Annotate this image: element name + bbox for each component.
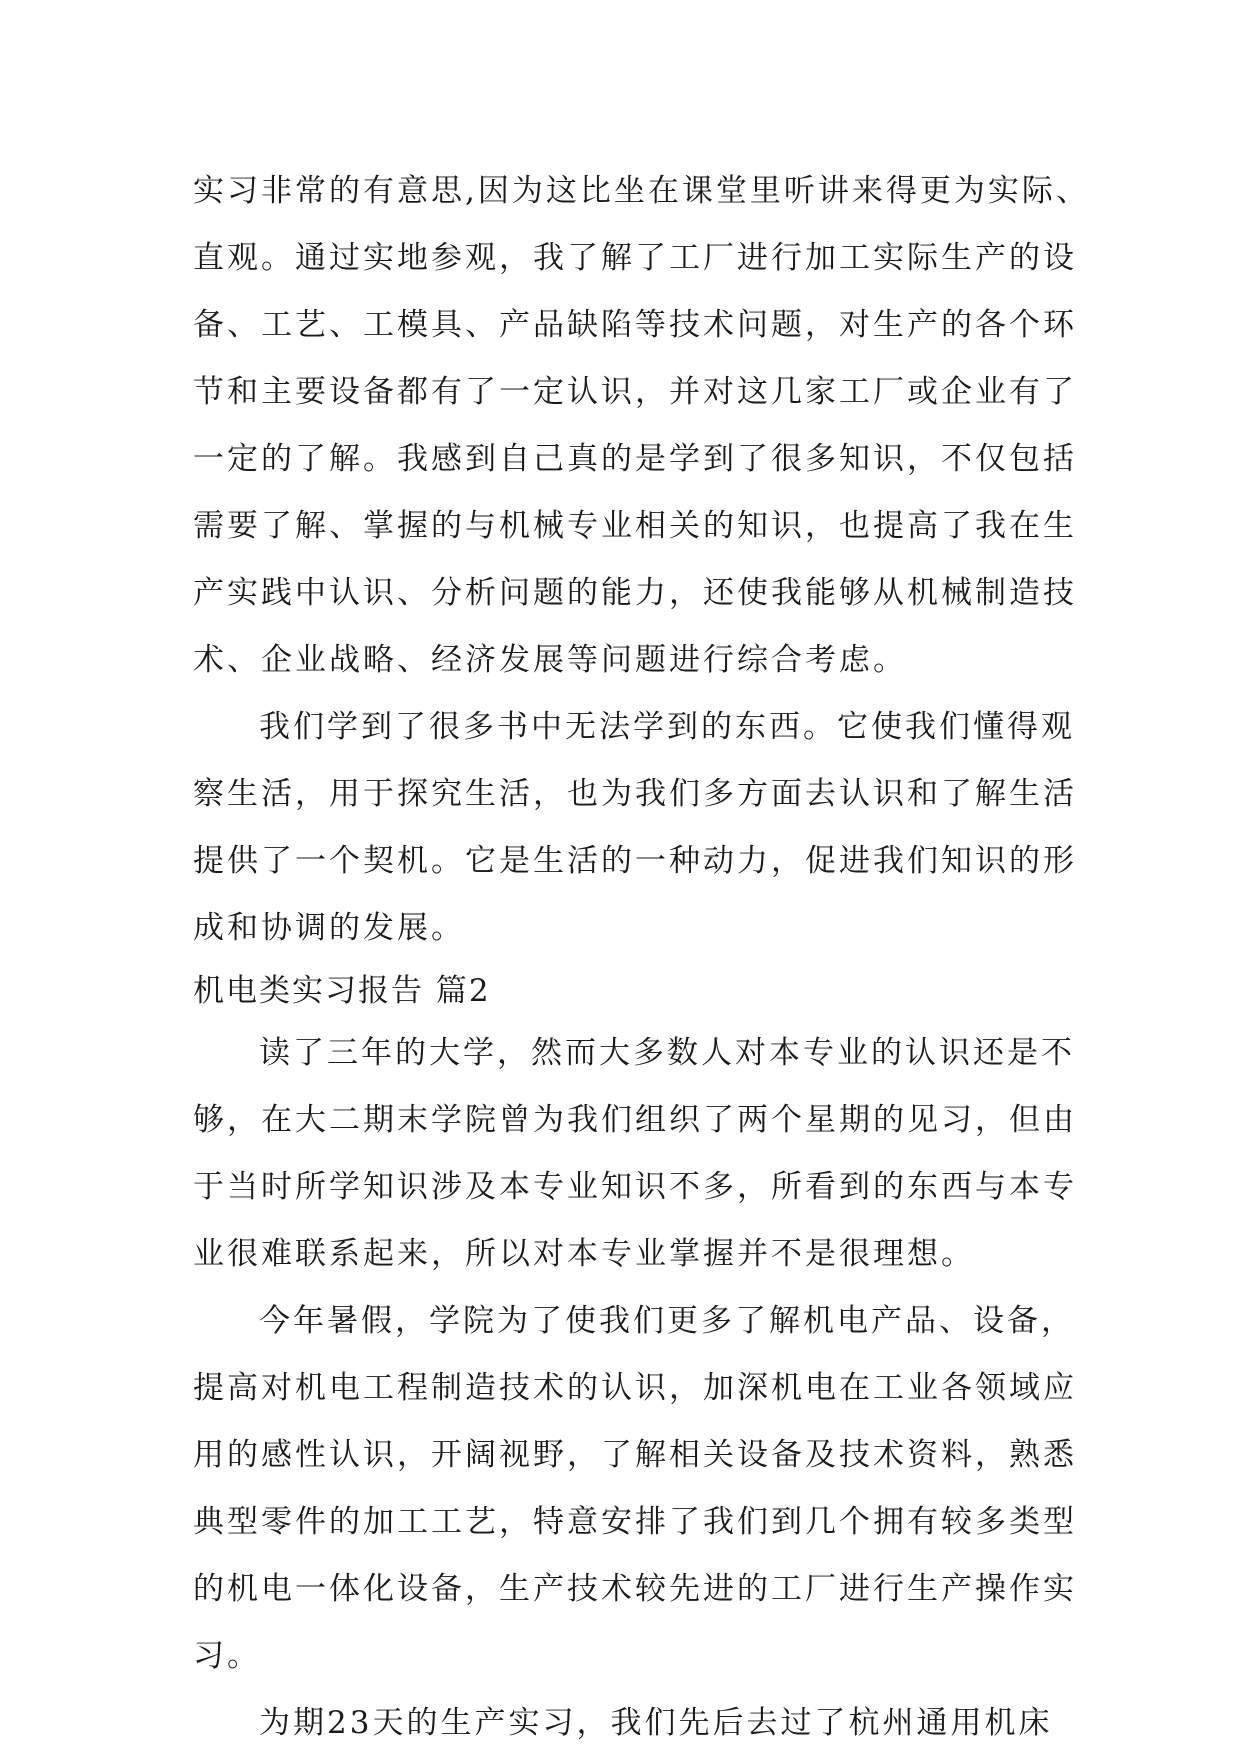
document-body xyxy=(193,158,1093,1757)
text-line: 用的感性认识，开阔视野，了解相关设备及技术资料，熟悉 xyxy=(193,1437,1077,1473)
text-line: 于当时所学知识涉及本专业知识不多，所看到的东西与本专 xyxy=(193,1169,1077,1205)
paragraph xyxy=(193,158,1093,694)
text-line: 成和协调的发展。 xyxy=(193,910,465,946)
text-line: 节和主要设备都有了一定认识，并对这几家工厂或企业有了 xyxy=(193,374,1077,410)
text-line: 术、企业战略、经济发展等问题进行综合考虑。 xyxy=(193,642,907,678)
paragraph xyxy=(193,1020,1093,1288)
text-line: 提高对机电工程制造技术的认识，加深机电在工业各领域应 xyxy=(193,1370,1077,1406)
text-line: 今年暑假，学院为了使我们更多了解机电产品、设备， xyxy=(259,1303,1075,1339)
paragraph xyxy=(193,1690,1093,1757)
text-line: 典型零件的加工工艺，特意安排了我们到几个拥有较多类型 xyxy=(193,1504,1077,1540)
text-line: 备、工艺、工模具、产品缺陷等技术问题，对生产的各个环 xyxy=(193,307,1077,343)
text-line: 直观。通过实地参观，我了解了工厂进行加工实际生产的设 xyxy=(193,240,1077,276)
text-line: 一定的了解。我感到自己真的是学到了很多知识，不仅包括 xyxy=(193,441,1077,477)
text-line: 实习非常的有意思,因为这比坐在课堂里听讲来得更为实际、 xyxy=(193,173,1090,209)
text-line: 读了三年的大学，然而大多数人对本专业的认识还是不 xyxy=(259,1035,1075,1071)
section-heading: 机电类实习报告 篇2 xyxy=(193,973,491,1009)
paragraph xyxy=(193,1288,1093,1690)
text-line: 的机电一体化设备，生产技术较先进的工厂进行生产操作实 xyxy=(193,1571,1077,1607)
paragraph xyxy=(193,694,1093,962)
text-line: 业很难联系起来，所以对本专业掌握并不是很理想。 xyxy=(193,1236,975,1272)
text-line: 为期23天的生产实习，我们先后去过了杭州通用机床 xyxy=(259,1705,1053,1741)
text-line: 提供了一个契机。它是生活的一种动力，促进我们知识的形 xyxy=(193,843,1077,879)
text-line: 察生活，用于探究生活，也为我们多方面去认识和了解生活 xyxy=(193,776,1077,812)
text-line: 够，在大二期末学院曾为我们组织了两个星期的见习，但由 xyxy=(193,1102,1077,1138)
text-line: 需要了解、掌握的与机械专业相关的知识，也提高了我在生 xyxy=(193,508,1077,544)
text-line: 习。 xyxy=(193,1638,261,1674)
text-line: 产实践中认识、分析问题的能力，还使我能够从机械制造技 xyxy=(193,575,1077,611)
text-line: 我们学到了很多书中无法学到的东西。它使我们懂得观 xyxy=(259,709,1075,745)
